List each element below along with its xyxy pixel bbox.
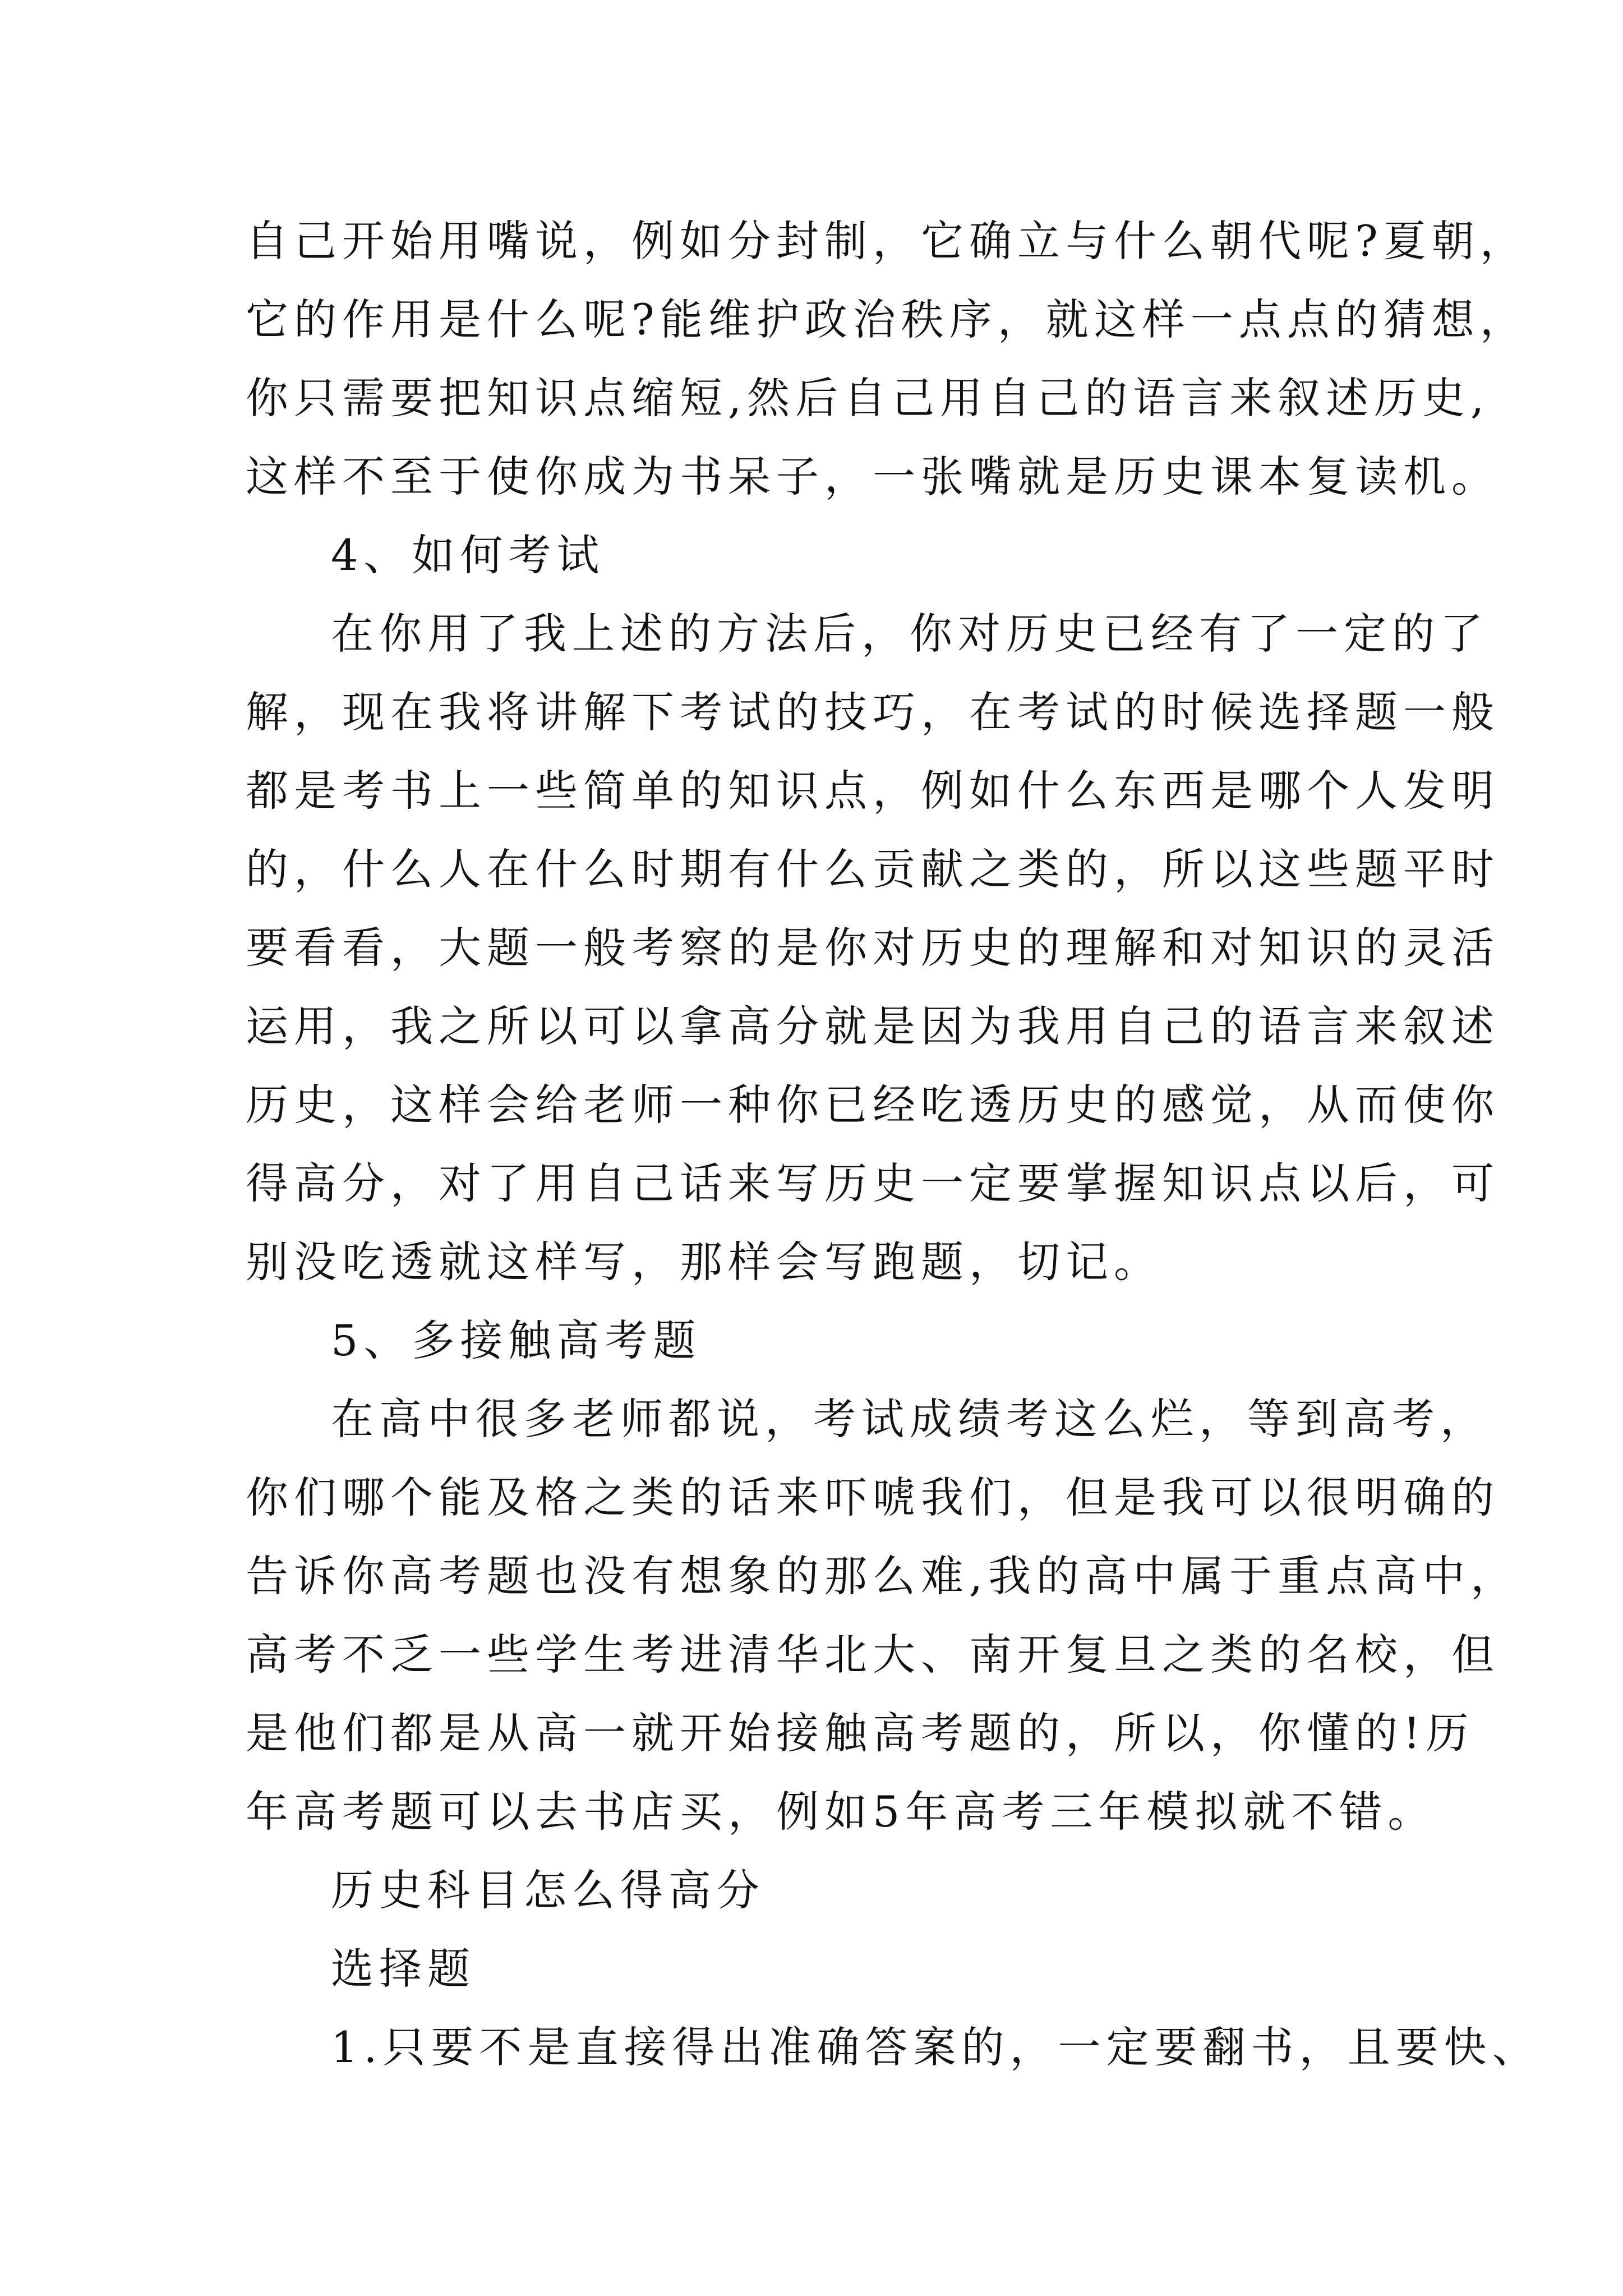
body-line: 要看看，大题一般考察的是你对历史的理解和对知识的灵活 (246, 923, 1500, 973)
body-line: 高考不乏一些学生考进清华北大、南开复旦之类的名校，但 (246, 1630, 1500, 1680)
body-line: 的，什么人在什么时期有什么贡献之类的，所以这些题平时 (246, 844, 1500, 894)
body-line: 你们哪个能及格之类的话来吓唬我们，但是我可以很明确的 (246, 1473, 1500, 1522)
body-line: 告诉你高考题也没有想象的那么难,我的高中属于重点高中， (246, 1551, 1519, 1601)
list-item: 1.只要不是直接得出准确答案的，一定要翻书，且要快、 (331, 2022, 1541, 2072)
body-line: 这样不至于使你成为书呆子，一张嘴就是历史课本复读机。 (246, 452, 1500, 501)
body-line: 得高分，对了用自己话来写历史一定要掌握知识点以后，可 (246, 1158, 1500, 1208)
section-title: 历史科目怎么得高分 (331, 1865, 765, 1915)
body-line: 它的作用是什么呢?能维护政治秩序，就这样一点点的猜想， (246, 295, 1528, 344)
body-line: 运用，我之所以可以拿高分就是因为我用自己的语言来叙述 (246, 1001, 1500, 1051)
paragraph-first-line: 在你用了我上述的方法后，你对历史已经有了一定的了 (331, 609, 1488, 659)
body-line: 年高考题可以去书店买，例如5年高考三年模拟就不错。 (246, 1787, 1436, 1837)
section-heading: 4、如何考试 (331, 530, 605, 580)
document-body (246, 202, 1541, 2087)
body-line: 解，现在我将讲解下考试的技巧，在考试的时候选择题一般 (246, 687, 1500, 737)
body-line: 别没吃透就这样写，那样会写跑题，切记。 (246, 1237, 1162, 1287)
body-line: 都是考书上一些简单的知识点，例如什么东西是哪个人发明 (246, 766, 1500, 816)
section-heading: 5、多接触高考题 (331, 1315, 702, 1365)
paragraph-first-line: 在高中很多老师都说，考试成绩考这么烂，等到高考， (331, 1394, 1488, 1444)
body-line: 你只需要把知识点缩短,然后自己用自己的语言来叙述历史, (246, 373, 1490, 423)
body-line: 是他们都是从高一就开始接触高考题的，所以，你懂的!历 (246, 1708, 1474, 1758)
body-line: 历史，这样会给老师一种你已经吃透历史的感觉，从而使你 (246, 1080, 1500, 1130)
body-line: 自己开始用嘴说，例如分封制，它确立与什么朝代呢?夏朝， (246, 216, 1528, 266)
subsection-title: 选择题 (331, 1944, 476, 1994)
